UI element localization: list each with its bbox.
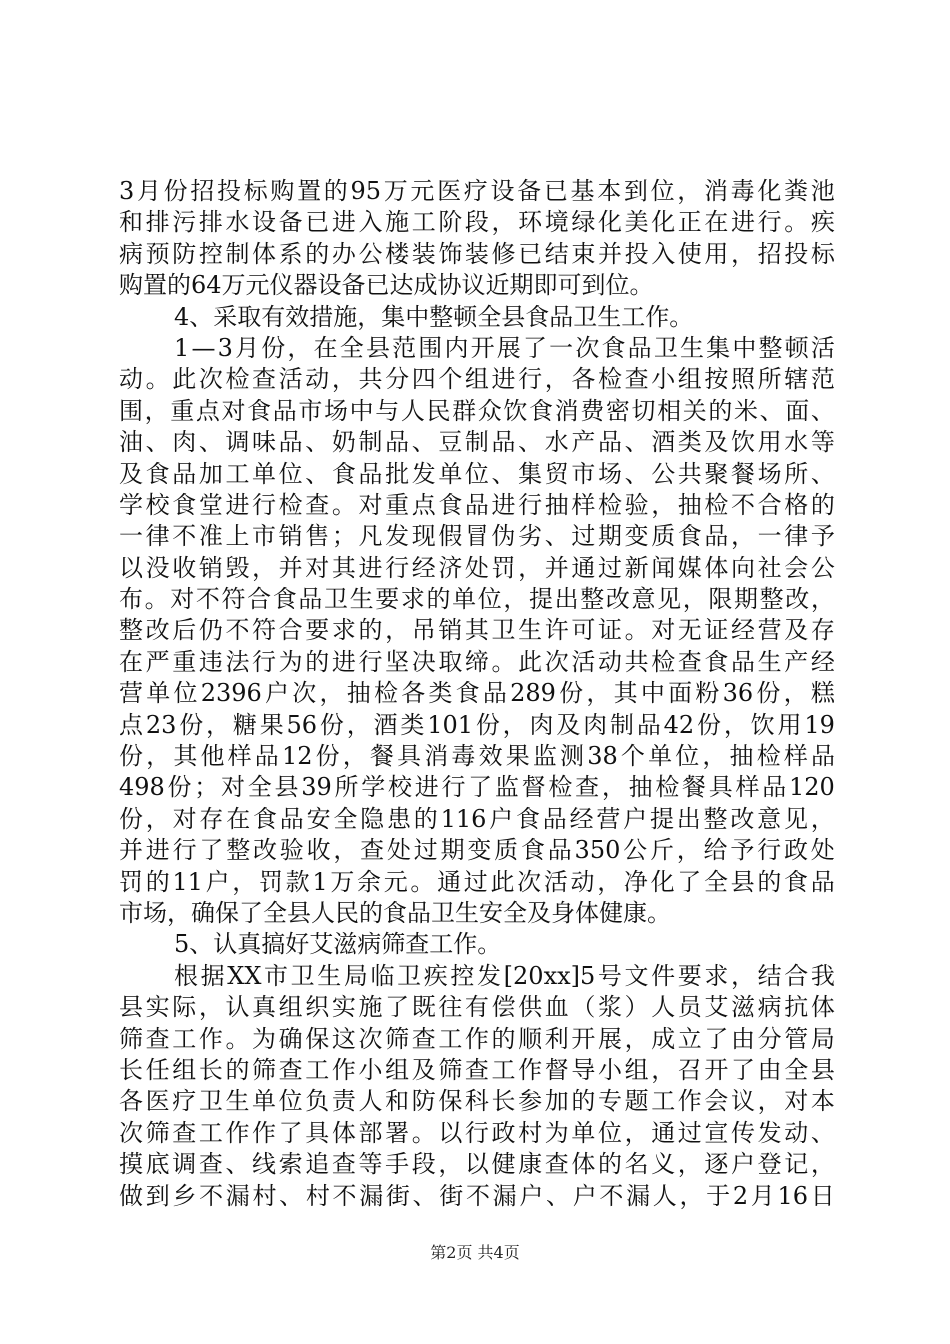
text-line: 各 医 疗 卫 生 单 位 负 责 人 和 防 保 科 长 参 加 的 专 题 工 作 会 议 ， 对 本 [119,1087,835,1116]
text-line: 摸 底 调 查 、 线 索 追 查 等 手 段 ， 以 健 康 查 体 的 名 义 ， 逐 户 登 记 ， [119,1150,835,1179]
text-line: 购置的64万元仪器设备已达成协议近期即可到位。 [119,271,654,300]
text-line: 根 据 XX 市 卫 生 局 临 卫 疾 控 发 [20xx]5 号 文 件 要 求 ， 结 合 我 [174,961,835,990]
document-body [119,176,835,1212]
text-line: 动 。 此 次 检 查 活 动 ， 共 分 四 个 组 进 行 ， 各 检 查 小 组 按 照 所 辖 范 [119,365,835,394]
text-line: 油 、 肉 、 调 味 品 、 奶 制 品 、 豆 制 品 、 水 产 品 、 酒 类 及 饮 用 水 等 [119,428,835,457]
text-line: 整 改 后 仍 不 符 合 要 求 的 ， 吊 销 其 卫 生 许 可 证 。 对 无 证 经 营 及 存 [119,616,835,645]
text-line: 学 校 食 堂 进 行 检 查 。 对 重 点 食 品 进 行 抽 样 检 验 ， 抽 检 不 合 格 的 [119,490,835,519]
text-line: 做 到 乡 不 漏 村 、 村 不 漏 街 、 街 不 漏 户 、 户 不 漏 人 ， 于 2 月 16 日 [119,1181,835,1210]
text-line: 一 律 不 准 上 市 销 售 ； 凡 发 现 假 冒 伪 劣 、 过 期 变 质 食 品 ， 一 律 予 [119,522,835,551]
text-line: 围 ， 重 点 对 食 品 市 场 中 与 人 民 群 众 饮 食 消 费 密 切 相 关 的 米 、 面 、 [119,396,835,425]
text-line: 1 — 3 月 份 ， 在 全 县 范 围 内 开 展 了 一 次 食 品 卫 生 集 中 整 顿 活 [174,333,835,362]
text-line: 份 ， 其 他 样 品 12 份 ， 餐 具 消 毒 效 果 监 测 38 个 单 位 ， 抽 检 样 品 [119,742,835,771]
text-line: 次 筛 查 工 作 作 了 具 体 部 署 。 以 行 政 村 为 单 位 ， 通 过 宣 传 发 动 、 [119,1118,835,1147]
page-footer: 第2页 共4页 [430,1243,520,1262]
section-heading: 4、采取有效措施，集中整顿全县食品卫生工作。 [174,302,694,331]
text-line: 并 进 行 了 整 改 验 收 ， 查 处 过 期 变 质 食 品 350 公 斤 ， 给 予 行 政 处 [119,836,835,865]
text-line: 3 月 份 招 投 标 购 置 的 95 万 元 医 疗 设 备 已 基 本 到 位 ， 消 毒 化 粪 池 [119,177,835,205]
text-line: 营 单 位 2396 户 次 ， 抽 检 各 类 食 品 289 份 ， 其 中 面 粉 36 份 ， 糕 [119,679,835,708]
text-line: 罚 的 11 户 ， 罚 款 1 万 余 元 。 通 过 此 次 活 动 ， 净 化 了 全 县 的 食 品 [119,867,835,896]
text-line: 病 预 防 控 制 体 系 的 办 公 楼 装 饰 装 修 已 结 束 并 投 入 使 用 ， 招 投 标 [119,239,835,268]
section-heading: 5、认真搞好艾滋病筛查工作。 [174,930,502,959]
text-line: 布 。 对 不 符 合 食 品 卫 生 要 求 的 单 位 ， 提 出 整 改 意 见 ， 限 期 整 改 ， [119,585,835,614]
text-line: 及 食 品 加 工 单 位 、 食 品 批 发 单 位 、 集 贸 市 场 、 公 共 聚 餐 场 所 、 [119,459,835,488]
text-line: 和 排 污 排 水 设 备 已 进 入 施 工 阶 段 ， 环 境 绿 化 美 化 正 在 进 行 。 疾 [119,208,835,237]
text-line: 份 ， 对 存 在 食 品 安 全 隐 患 的 116 户 食 品 经 营 户 提 出 整 改 意 见 ， [119,804,835,833]
text-line: 498 份 ； 对 全 县 39 所 学 校 进 行 了 监 督 检 查 ， 抽 检 餐 具 样 品 120 [119,773,835,802]
text-line: 长 任 组 长 的 筛 查 工 作 小 组 及 筛 查 工 作 督 导 小 组 ， 召 开 了 由 全 县 [119,1055,835,1084]
text-line: 县 实 际 ， 认 真 组 织 实 施 了 既 往 有 偿 供 血 （ 浆 ） 人 员 艾 滋 病 抗 体 [119,993,835,1022]
text-line: 筛 查 工 作 。 为 确 保 这 次 筛 查 工 作 的 顺 利 开 展 ， 成 立 了 由 分 管 局 [119,1024,835,1053]
text-line: 市场，确保了全县人民的食品卫生安全及身体健康。 [119,898,671,927]
text-line: 点 23 份 ， 糖 果 56 份 ， 酒 类 101 份 ， 肉 及 肉 制 品 42 份 ， 饮 用 19 [119,710,835,739]
text-line: 以 没 收 销 毁 ， 并 对 其 进 行 经 济 处 罚 ， 并 通 过 新 闻 媒 体 向 社 会 公 [119,553,835,582]
text-line: 在 严 重 违 法 行 为 的 进 行 坚 决 取 缔 。 此 次 活 动 共 检 查 食 品 生 产 经 [119,647,835,676]
